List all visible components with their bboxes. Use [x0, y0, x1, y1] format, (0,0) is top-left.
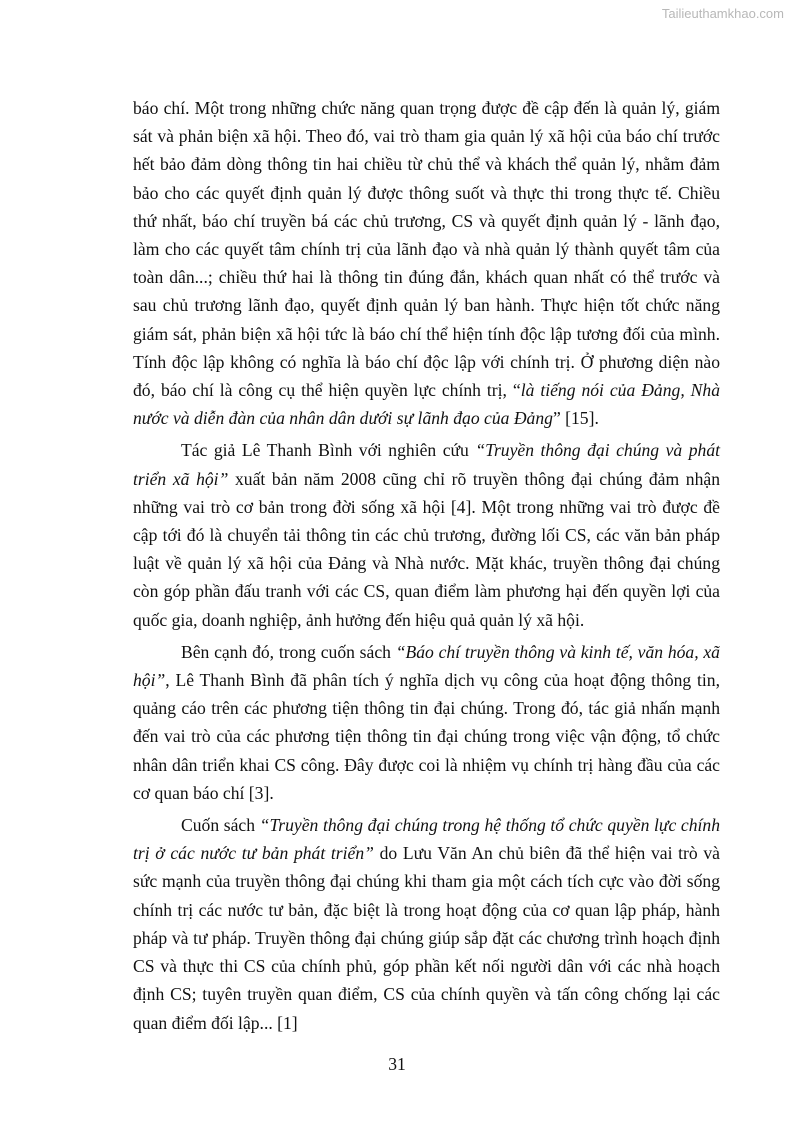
italic-quote: là tiếng nói của Đảng, Nhà nước và diễn đàn của nhân dân dưới sự lãnh đạo của Đảng [133, 380, 720, 429]
paragraph-text: báo chí. Một trong những chức năng quan trọng được đề cập đến là quản lý, giám sát và phản biện xã hội. Theo đó, vai trò tham gia quản lý xã hội của báo chí trước hết bảo đảm dòng thông tin hai chiều từ chủ thể và khách thể quản lý, nhằm đảm bảo cho các quyết định quản lý được thông suốt và thực thi trong thực tế. Chiều thứ nhất, báo chí truyền bá các chủ trương, CS và quyết định quản lý - lãnh đạo, làm cho các quyết tâm chính trị của lãnh đạo và nhà quản lý thành quyết tâm của toàn dân...; chiều thứ hai là thông tin đúng đắn, khách quan nhất có thể trước và sau chủ trương lãnh đạo, quyết định quản lý ban hành. Thực hiện tốt chức năng giám sát, phản biện xã hội tức là báo chí thể hiện tính độc lập tương đối của mình. Tính độc lập không có nghĩa là báo chí độc lập với chính trị. Ở phương diện nào đó, báo chí là công cụ thể hiện quyền lực chính trị, “ [133, 98, 720, 401]
paragraph-text: , Lê Thanh Bình đã phân tích ý nghĩa dịch vụ công của hoạt động thông tin, quảng cáo trên các phương tiện thông tin đại chúng. Trong đó, tác giả nhấn mạnh đến vai trò của các phương tiện thông tin đại chúng trong việc vận động, tổ chức nhân dân triển khai CS công. Đây được coi là nhiệm vụ chính trị hàng đầu của các cơ quan báo chí [3]. [133, 670, 720, 803]
italic-book-title: “Truyền thông đại chúng trong hệ thống tổ chức quyền lực chính trị ở các nước tư bản phát triển” [133, 815, 721, 864]
paragraph-3 [133, 638, 720, 807]
paragraph-text: do Lưu Văn An chủ biên đã thể hiện vai trò và sức mạnh của truyền thông đại chúng khi tham gia một cách tích cực vào đời sống chính trị các nước tư bản, đặc biệt là trong hoạt động của cơ quan lập pháp, hành pháp và tư pháp. Truyền thông đại chúng giúp sắp đặt các chương trình hoạch định CS và thực thi CS của chính phủ, góp phần kết nối người dân với các nhà hoạch định CS; tuyên truyền quan điểm, CS của chính quyền và tấn công chống lại các quan điểm đối lập... [1] [133, 843, 720, 1033]
italic-book-title: “Báo chí truyền thông và kinh tế, văn hóa, xã hội” [133, 641, 720, 691]
watermark-text: Tailieuthamkhao.com [661, 6, 784, 21]
paragraph-text: ” [15]. [552, 408, 599, 429]
paragraph-text: xuất bản năm 2008 cũng chỉ rõ truyền thông đại chúng đảm nhận những vai trò cơ bản trong đời sống xã hội [4]. Một trong những vai trò được đề cập tới đó là chuyển tải thông tin các chủ trương, đường lối CS, các văn bản pháp luật về quản lý xã hội của Đảng và Nhà nước. Mặt khác, truyền thông đại chúng còn góp phần đấu tranh với các CS, quan điểm làm phương hại đến quyền lợi của quốc gia, doanh nghiệp, ảnh hưởng đến hiệu quả quản lý xã hội. [133, 468, 720, 630]
paragraph-text: Cuốn sách [181, 815, 260, 836]
paragraph-4 [133, 811, 720, 1037]
document-body [133, 94, 720, 1041]
paragraph-text: Bên cạnh đó, trong cuốn sách [181, 641, 396, 662]
paragraph-2 [133, 436, 720, 633]
paragraph-text: Tác giả Lê Thanh Bình với nghiên cứu [181, 440, 476, 461]
page-number: 31 [388, 1054, 406, 1074]
italic-book-title: “Truyền thông đại chúng và phát triển xã hội” [133, 440, 720, 489]
paragraph-1 [133, 94, 720, 432]
